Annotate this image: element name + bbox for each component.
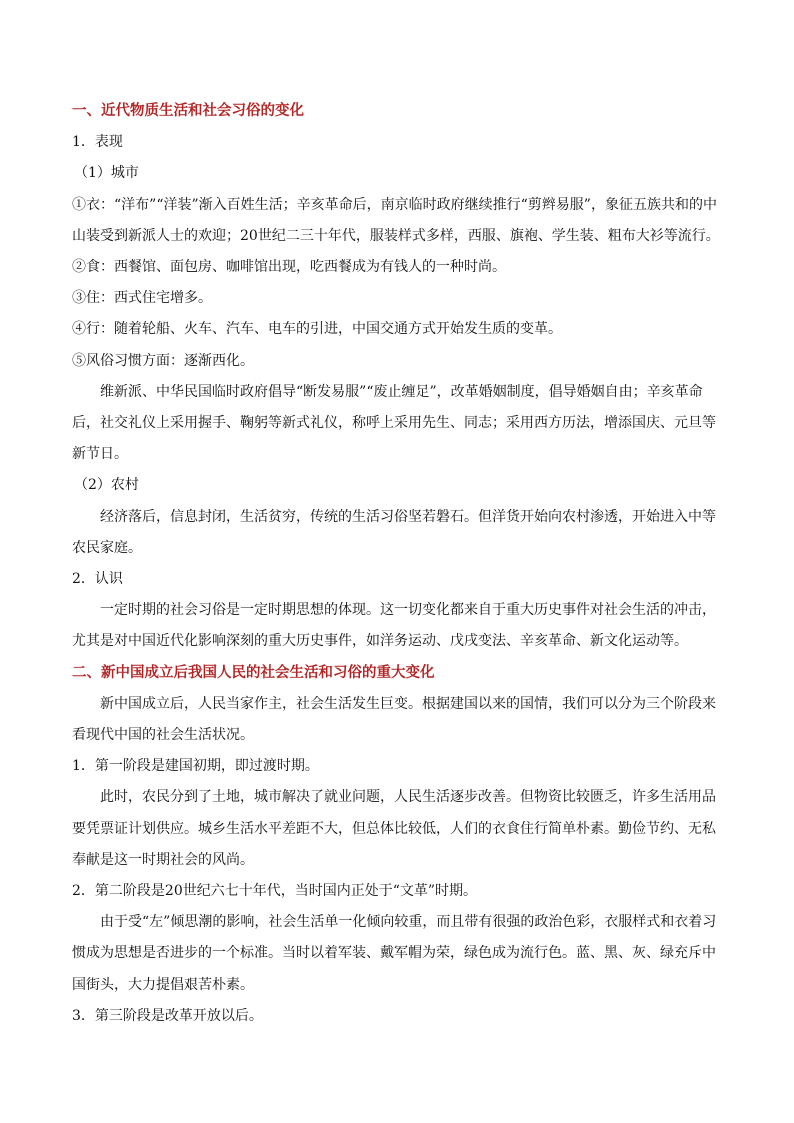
paragraph-understanding: 一定时期的社会习俗是一定时期思想的体现。这一切变化都来自于重大历史事件对社会生活的冲击，尤其是对中国近代化影响深刻的重大历史事件，如洋务运动、戊戌变法、辛亥革命、新文化运动等。: [72, 602, 716, 650]
section-1-heading: 一、近代物质生活和社会习俗的变化: [72, 103, 304, 119]
document-page: [72, 96, 724, 1032]
paragraph-transport: ④行：随着轮船、火车、汽车、电车的引进，中国交通方式开始发生质的变革。: [72, 321, 562, 338]
paragraph-rural-detail: 经济落后，信息封闭，生活贫穷，传统的生活习俗坚若磐石。但洋货开始向农村渗透，开始进入中等农民家庭。: [72, 508, 716, 556]
subheading-performance: 1．表现: [72, 134, 123, 151]
paragraph-stage-2: 由于受“左”倾思潮的影响，社会生活单一化倾向较重，而且带有很强的政治色彩，衣服样式和衣着习惯成为思想是否进步的一个标准。当时以着军装、戴军帽为荣，绿色成为流行色。蓝、黑、灰、绿充斥中国街头，大力提倡艰苦朴素。: [72, 914, 717, 993]
subheading-rural: （2）农村: [74, 477, 139, 494]
paragraph-housing: ③住：西式住宅增多。: [72, 290, 212, 307]
section-2-heading: 二、新中国成立后我国人民的社会生活和习俗的重大变化: [72, 664, 435, 681]
subheading-stage-2: 2．第二阶段是20世纪六七十年代，当时国内正处于“文革”时期。: [72, 883, 478, 900]
subheading-understanding: 2．认识: [72, 571, 123, 588]
paragraph-clothing: ①衣：“洋布”“洋装”渐入百姓生活；辛亥革命后，南京临时政府继续推行“剪辫易服”，象征五族共和的中山装受到新派人士的欢迎；20世纪二三十年代，服装样式多样，西服、旗袍、学生装、粗布大衫等流行。: [72, 196, 720, 244]
paragraph-section-2-intro: 新中国成立后，人民当家作主，社会生活发生巨变。根据建国以来的国情，我们可以分为三个阶段来看现代中国的社会生活状况。: [72, 695, 716, 744]
paragraph-customs: ⑤风俗习惯方面：逐渐西化。: [72, 352, 254, 369]
paragraph-food: ②食：西餐馆、面包房、咖啡馆出现，吃西餐成为有钱人的一种时尚。: [72, 259, 506, 276]
subheading-city: （1）城市: [74, 165, 139, 182]
paragraph-stage-1: 此时，农民分到了土地，城市解决了就业问题，人民生活逐步改善。但物资比较匮乏，许多生活用品要凭票证计划供应。城乡生活水平差距不大，但总体比较低，人们的衣食住行简单朴素。勤俭节约、无私奉献是这一时期社会的风尚。: [72, 789, 716, 868]
subheading-stage-3: 3．第三阶段是改革开放以后。: [72, 1007, 263, 1024]
subheading-stage-1: 1．第一阶段是建国初期，即过渡时期。: [72, 758, 319, 775]
paragraph-customs-detail: 维新派、中华民国临时政府倡导“断发易服”“废止缠足”，改革婚姻制度，倡导婚姻自由；辛亥革命后，社交礼仪上采用握手、鞠躬等新式礼仪，称呼上采用先生、同志；采用西方历法，增添国庆、元旦等新节日。: [72, 383, 716, 463]
